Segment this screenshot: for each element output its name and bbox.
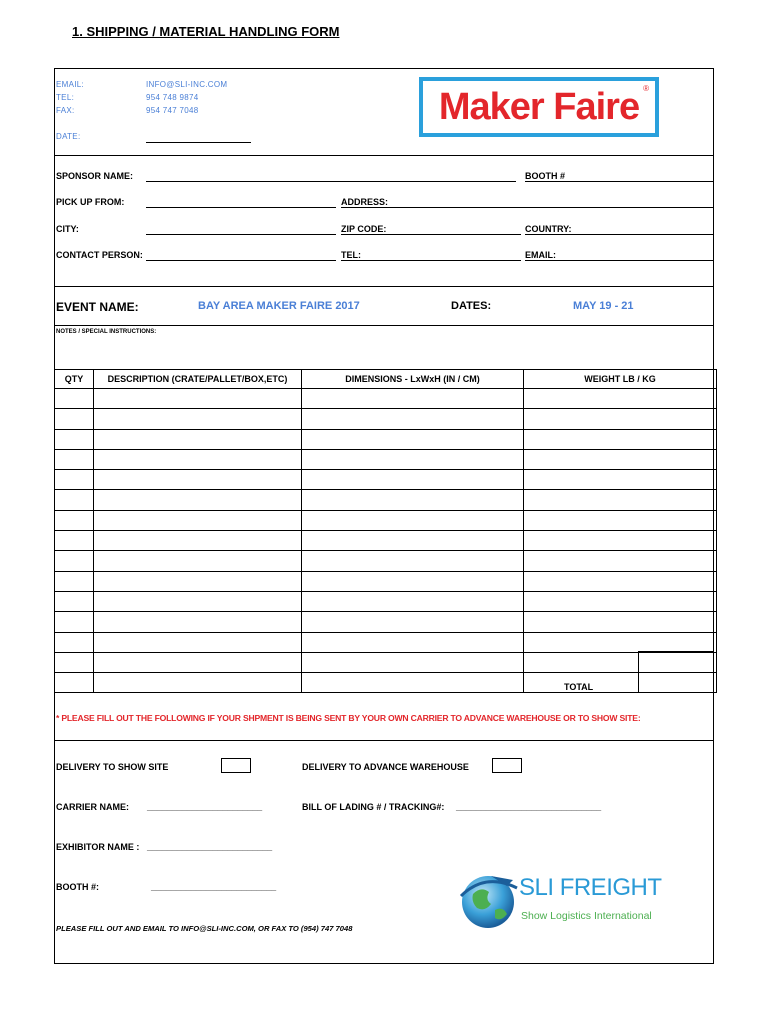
sponsor-name-label: SPONSOR NAME: (56, 171, 134, 181)
table-row (55, 632, 717, 652)
address-label: ADDRESS: (341, 197, 389, 207)
qty-header: QTY (55, 370, 94, 389)
dimensions-cell[interactable] (302, 571, 524, 591)
dates-label: DATES: (451, 300, 492, 312)
tel-value: 954 748 9874 (146, 93, 199, 102)
dimensions-cell[interactable] (302, 531, 524, 551)
divider (54, 325, 714, 326)
zip-label: ZIP CODE: (341, 224, 387, 234)
dimensions-cell[interactable] (302, 449, 524, 469)
carrier-name-field[interactable]: _______________________ (147, 802, 263, 812)
weight-cell[interactable] (524, 409, 717, 429)
sponsor-name-field[interactable] (146, 181, 516, 182)
qty-cell[interactable] (55, 591, 94, 611)
qty-cell[interactable] (55, 652, 94, 672)
weight-cell[interactable] (524, 591, 717, 611)
maker-faire-logo-text: Maker Faire (438, 85, 640, 128)
qty-cell[interactable] (55, 389, 94, 409)
bol-field[interactable]: _____________________________ (456, 802, 602, 812)
registered-mark: ® (643, 84, 649, 93)
form-title: 1. SHIPPING / MATERIAL HANDLING FORM (72, 24, 340, 39)
carrier-name-label: CARRIER NAME: (56, 802, 129, 812)
table-row (55, 531, 717, 551)
dates-value: MAY 19 - 21 (573, 300, 634, 312)
description-cell[interactable] (94, 652, 302, 672)
total-label: TOTAL (564, 682, 594, 692)
contact-person-field[interactable] (146, 260, 336, 261)
table-header-row (55, 370, 717, 389)
fax-label: FAX: (56, 106, 75, 115)
weight-cell[interactable] (524, 389, 717, 409)
weight-cell[interactable] (524, 490, 717, 510)
divider (54, 286, 714, 287)
maker-faire-logo (419, 77, 659, 137)
weight-cell[interactable] (524, 510, 717, 530)
carrier-booth-field[interactable]: _________________________ (151, 882, 277, 892)
table-row (55, 673, 717, 693)
description-cell[interactable] (94, 429, 302, 449)
qty-cell[interactable] (55, 490, 94, 510)
table-row (55, 591, 717, 611)
globe-icon (455, 866, 525, 932)
description-header: DESCRIPTION (CRATE/PALLET/BOX,ETC) (94, 370, 302, 389)
description-cell[interactable] (94, 612, 302, 632)
footer-note: PLEASE FILL OUT AND EMAIL TO INFO@SLI-INC.COM, OR FAX TO (954) 747 7048 (56, 924, 353, 933)
exhibitor-name-field[interactable]: _________________________ (147, 842, 273, 852)
dimensions-cell[interactable] (302, 591, 524, 611)
address-field[interactable] (341, 207, 714, 208)
dimensions-cell[interactable] (302, 652, 524, 672)
delivery-warehouse-checkbox[interactable] (492, 758, 522, 773)
booth-field[interactable] (525, 181, 714, 182)
qty-cell[interactable] (55, 531, 94, 551)
sponsor-tel-field[interactable] (341, 260, 521, 261)
weight-cell[interactable] (524, 571, 717, 591)
weight-cell[interactable] (524, 612, 717, 632)
qty-cell[interactable] (55, 449, 94, 469)
carrier-booth-label: BOOTH #: (56, 882, 100, 892)
items-body (55, 389, 717, 693)
table-row (55, 470, 717, 490)
sli-freight-name: SLI FREIGHT (519, 874, 662, 901)
dimensions-cell[interactable] (302, 612, 524, 632)
table-row (55, 490, 717, 510)
email-value[interactable]: INFO@SLI-INC.COM (146, 80, 228, 89)
weight-cell[interactable] (524, 429, 717, 449)
dimensions-cell[interactable] (302, 409, 524, 429)
country-field[interactable] (525, 234, 714, 235)
delivery-show-label: DELIVERY TO SHOW SITE (56, 762, 169, 772)
notes-field[interactable] (54, 338, 714, 368)
exhibitor-name-label: EXHIBITOR NAME : (56, 842, 140, 852)
table-row (55, 409, 717, 429)
pickup-label: PICK UP FROM: (56, 197, 125, 207)
sli-freight-tagline: Show Logistics International (521, 910, 652, 922)
email-label: EMAIL: (56, 80, 85, 89)
dimensions-cell[interactable] (302, 470, 524, 490)
dimensions-header: DIMENSIONS - LxWxH (IN / CM) (302, 370, 524, 389)
divider (54, 155, 714, 156)
qty-cell[interactable] (55, 571, 94, 591)
event-name-label: EVENT NAME: (56, 300, 139, 314)
contact-person-label: CONTACT PERSON: (56, 250, 143, 260)
table-row (55, 571, 717, 591)
total-field[interactable] (639, 652, 713, 692)
dimensions-cell[interactable] (302, 510, 524, 530)
description-cell[interactable] (94, 470, 302, 490)
fax-value: 954 747 7048 (146, 106, 199, 115)
qty-cell[interactable] (55, 551, 94, 571)
weight-cell[interactable] (524, 449, 717, 469)
table-row (55, 652, 717, 672)
dimensions-cell[interactable] (302, 490, 524, 510)
description-cell[interactable] (94, 571, 302, 591)
qty-cell[interactable] (55, 429, 94, 449)
description-cell[interactable] (94, 449, 302, 469)
date-field[interactable] (146, 142, 251, 143)
dimensions-cell[interactable] (302, 632, 524, 652)
description-cell[interactable] (94, 551, 302, 571)
table-row (55, 510, 717, 530)
pickup-field[interactable] (146, 207, 336, 208)
sponsor-tel-label: TEL: (341, 250, 361, 260)
description-cell[interactable] (94, 389, 302, 409)
sli-freight-logo (455, 866, 662, 932)
table-row (55, 429, 717, 449)
event-name-value: BAY AREA MAKER FAIRE 2017 (198, 300, 360, 312)
qty-cell[interactable] (55, 470, 94, 490)
description-cell[interactable] (94, 531, 302, 551)
weight-header: WEIGHT LB / KG (524, 370, 717, 389)
weight-cell[interactable] (524, 632, 717, 652)
dimensions-cell[interactable] (302, 551, 524, 571)
weight-cell[interactable] (524, 470, 717, 490)
description-cell[interactable] (94, 591, 302, 611)
qty-cell[interactable] (55, 632, 94, 652)
tel-label: TEL: (56, 93, 75, 102)
date-label: DATE: (56, 132, 81, 141)
divider (54, 692, 714, 693)
country-label: COUNTRY: (525, 224, 572, 234)
weight-cell[interactable] (524, 531, 717, 551)
description-cell[interactable] (94, 673, 302, 693)
table-row (55, 551, 717, 571)
zip-field[interactable] (341, 234, 521, 235)
delivery-warehouse-label: DELIVERY TO ADVANCE WAREHOUSE (302, 762, 469, 772)
qty-cell[interactable] (55, 409, 94, 429)
description-cell[interactable] (94, 409, 302, 429)
table-row (55, 612, 717, 632)
notes-label: NOTES / SPECIAL INSTRUCTIONS: (56, 329, 157, 335)
qty-cell[interactable] (55, 612, 94, 632)
sponsor-email-field[interactable] (525, 260, 714, 261)
bol-label: BILL OF LADING # / TRACKING#: (302, 802, 445, 812)
sponsor-email-label: EMAIL: (525, 250, 556, 260)
items-table (54, 369, 717, 693)
qty-cell[interactable] (55, 673, 94, 693)
dimensions-cell[interactable] (302, 429, 524, 449)
table-row (55, 389, 717, 409)
booth-label: BOOTH # (525, 171, 566, 181)
carrier-warning: * PLEASE FILL OUT THE FOLLOWING IF YOUR SHPMENT IS BEING SENT BY YOUR OWN CARRIER TO ADVANCE WAREHOUSE OR TO SHOW SITE: (56, 713, 641, 723)
delivery-show-checkbox[interactable] (221, 758, 251, 773)
dimensions-cell[interactable] (302, 389, 524, 409)
description-cell[interactable] (94, 510, 302, 530)
qty-cell[interactable] (55, 510, 94, 530)
weight-cell[interactable] (524, 551, 717, 571)
dimensions-cell[interactable] (302, 673, 524, 693)
description-cell[interactable] (94, 490, 302, 510)
divider (54, 740, 714, 741)
city-field[interactable] (146, 234, 336, 235)
table-row (55, 449, 717, 469)
description-cell[interactable] (94, 632, 302, 652)
city-label: CITY: (56, 224, 79, 234)
